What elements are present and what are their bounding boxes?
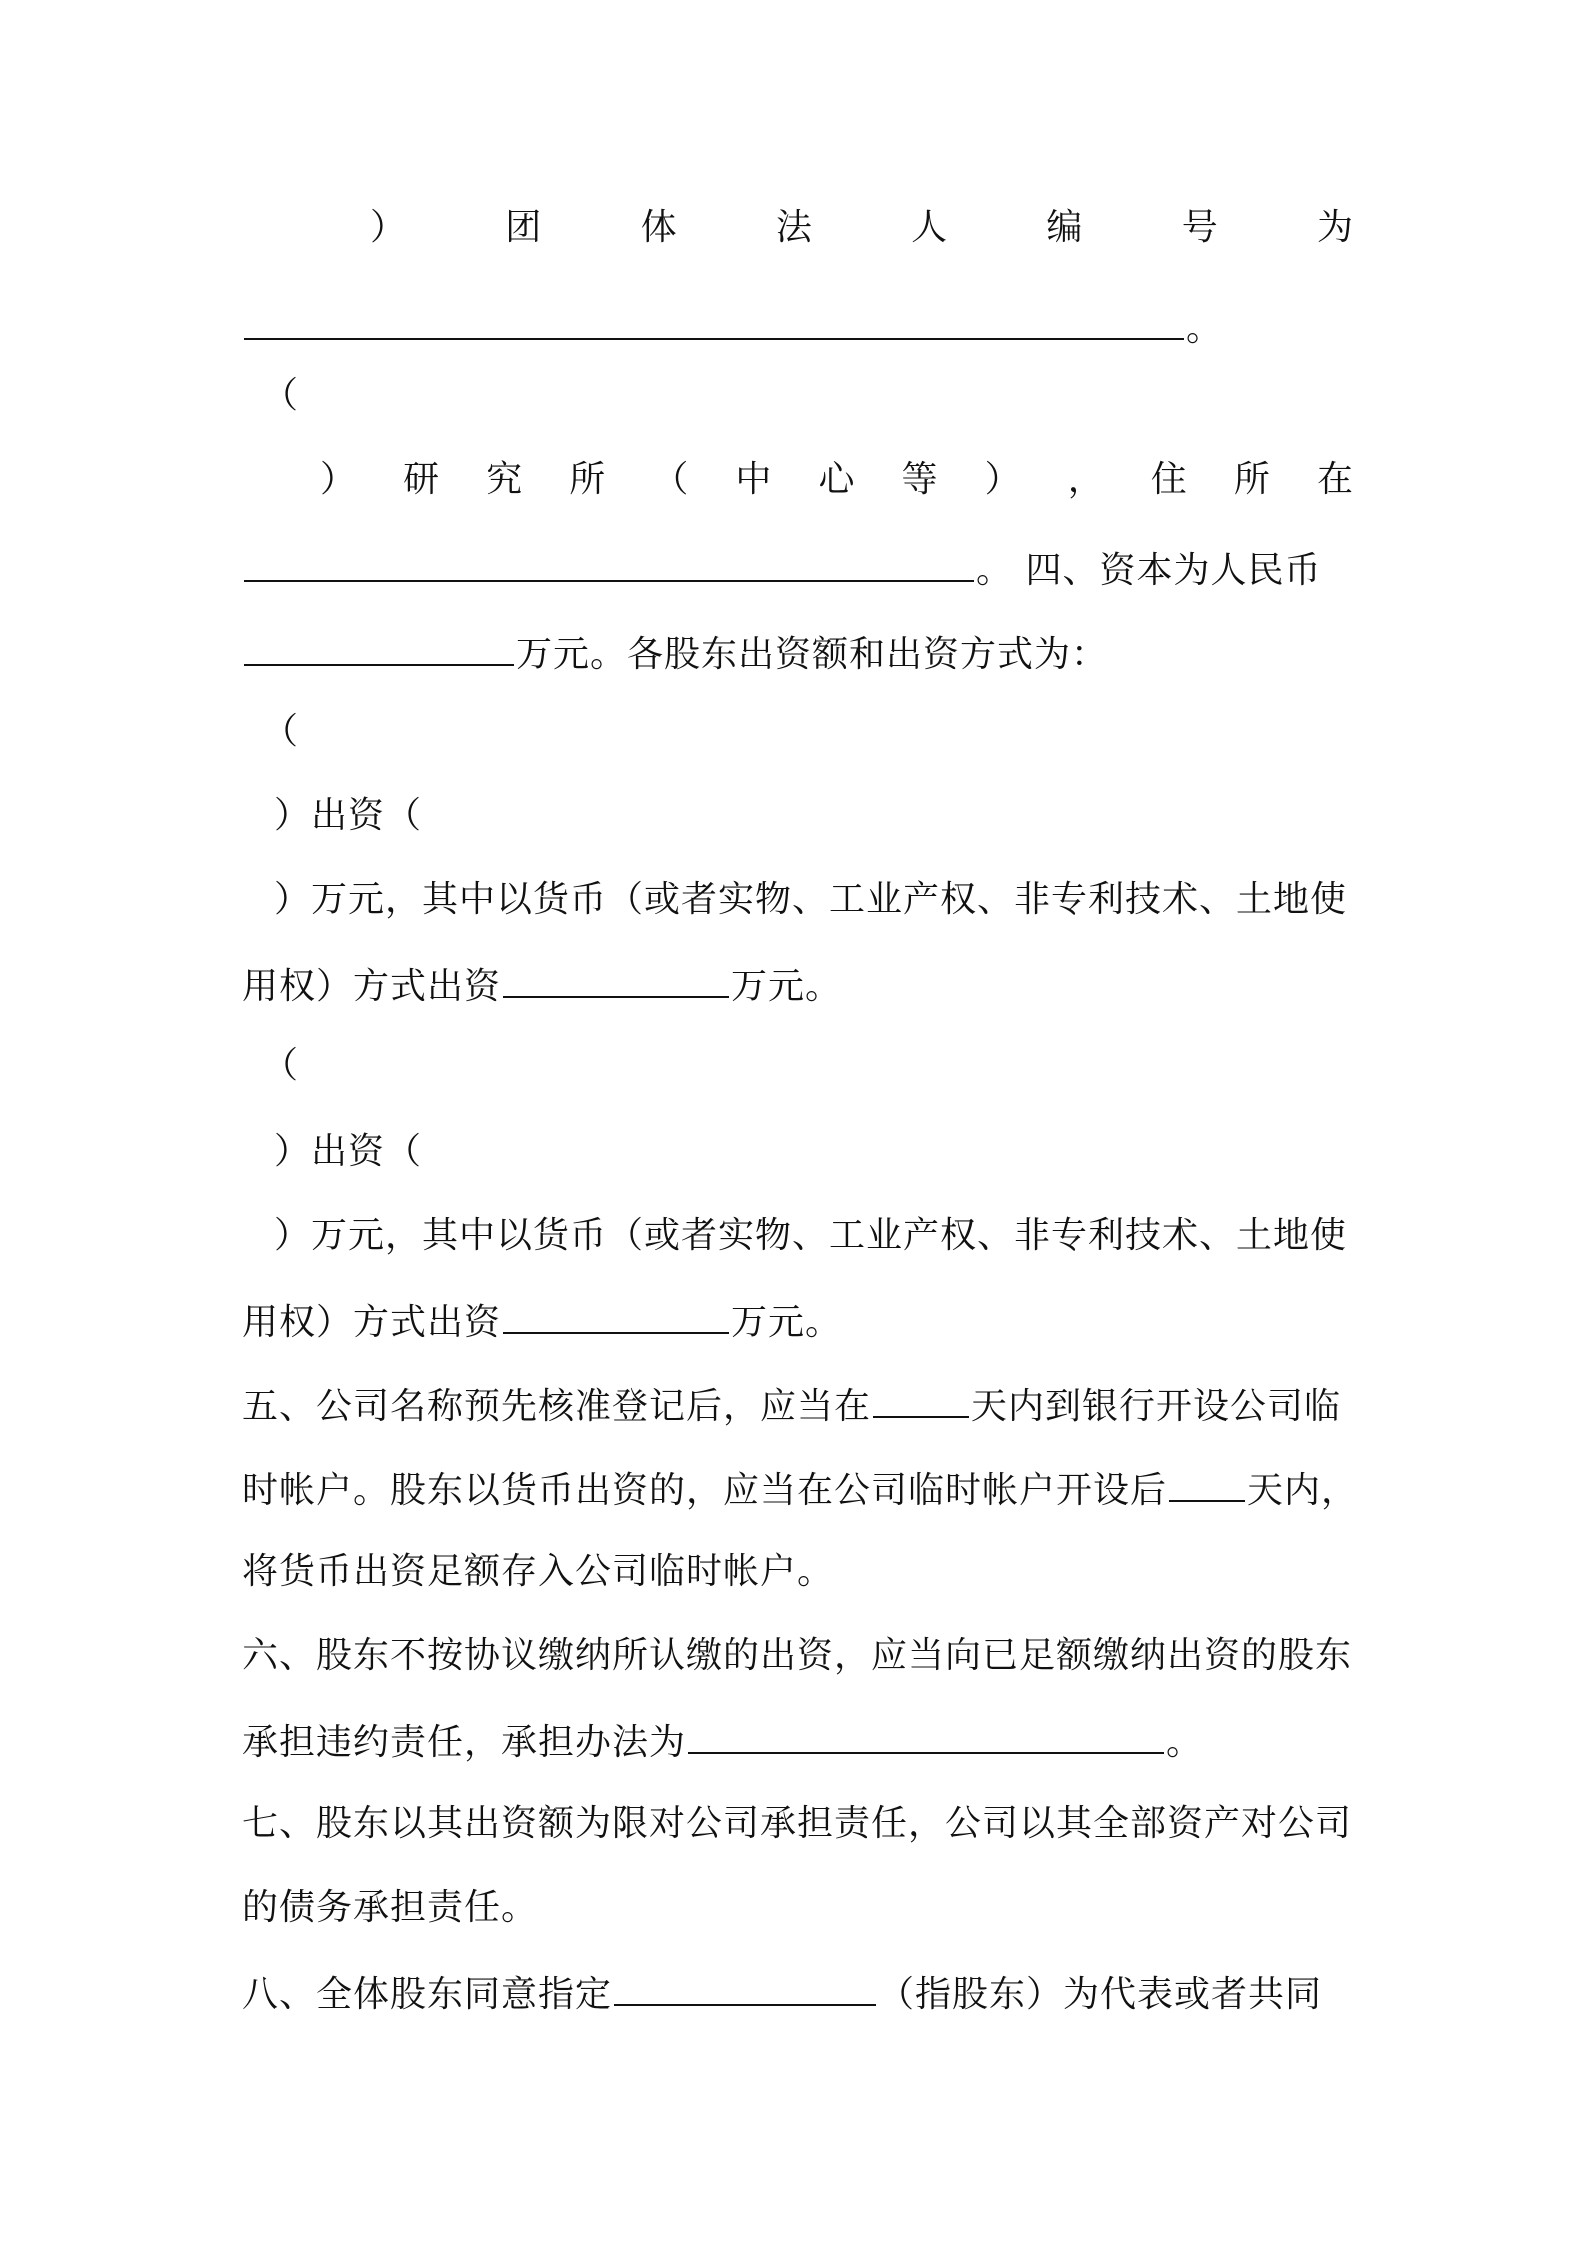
char: 住 [1150, 459, 1188, 500]
fill-blank[interactable] [244, 628, 514, 666]
char: ） [320, 459, 358, 500]
text: ）万元，其中以货币（或者实物、工业产权、非专利技术、土地使 [274, 1215, 1348, 1256]
contrib2-method [242, 1296, 1354, 1347]
line-paren-open [262, 372, 1374, 420]
fill-blank[interactable] [244, 544, 974, 582]
fill-blank[interactable] [873, 1380, 969, 1418]
text: 的债务承担责任。 [242, 1887, 539, 1928]
char: 所 [569, 459, 607, 500]
fill-blank[interactable] [688, 1716, 1164, 1754]
article-6-line1 [242, 1632, 1354, 1680]
text: 万元。各股东出资额和出资方式为： [516, 634, 1109, 675]
line-end: 。 [1186, 308, 1224, 349]
text: 用权）方式出资 [242, 966, 502, 1007]
text: （指股东）为代表或者共同 [878, 1974, 1323, 2015]
text: 六、股东不按协议缴纳所认缴的出资，应当向已足额缴纳出资的股东 [242, 1635, 1353, 1676]
contrib1-method [242, 960, 1354, 1011]
article-7-line2 [242, 1884, 1354, 1932]
fill-blank[interactable] [614, 1968, 876, 2006]
text: 八、全体股东同意指定 [242, 1974, 613, 2015]
line-capital-amount [242, 628, 1354, 679]
text: 承担违约责任，承担办法为 [242, 1722, 687, 1763]
line-number-blank [242, 302, 1354, 353]
article-8-line1 [242, 1968, 1354, 2019]
contrib2-open [262, 1042, 1374, 1090]
text: 时帐户。股东以货币出资的，应当在公司临时帐户开设后 [242, 1470, 1168, 1511]
char: 法 [775, 207, 813, 248]
char: ） [370, 207, 408, 248]
paren-open: （ [262, 375, 300, 416]
text: 万元。 [731, 1302, 843, 1343]
contrib1-open [262, 708, 1374, 756]
text: ）出资（ [274, 1131, 423, 1172]
text: 。 [1166, 1722, 1204, 1763]
text: ）出资（ [274, 795, 423, 836]
char: 中 [735, 459, 773, 500]
char: 号 [1181, 207, 1219, 248]
contrib1-mid [274, 792, 1386, 840]
paren-open: （ [262, 1045, 300, 1086]
line-legal-person-number [370, 204, 1354, 252]
text: ）万元，其中以货币（或者实物、工业产权、非专利技术、土地使 [274, 879, 1348, 920]
text: 将货币出资足额存入公司临时帐户。 [242, 1551, 835, 1592]
char: ） [984, 459, 1022, 500]
char: 编 [1046, 207, 1084, 248]
char: ， [1067, 459, 1105, 500]
char: 等 [901, 459, 939, 500]
fill-blank[interactable] [244, 302, 1184, 340]
char: 团 [505, 207, 543, 248]
line-address-capital [242, 544, 1354, 595]
fill-blank[interactable] [1169, 1464, 1245, 1502]
char: 在 [1316, 459, 1354, 500]
text: 用权）方式出资 [242, 1302, 502, 1343]
char: 人 [911, 207, 949, 248]
text: 。 四、资本为人民币 [976, 550, 1322, 591]
char: 究 [486, 459, 524, 500]
article-7-line1 [242, 1800, 1354, 1848]
text: 七、股东以其出资额为限对公司承担责任，公司以其全部资产对公司 [242, 1803, 1353, 1844]
text: 天内， [1247, 1470, 1359, 1511]
text: 五、公司名称预先核准登记后，应当在 [242, 1386, 872, 1427]
char: 体 [640, 207, 678, 248]
char: 为 [1316, 207, 1354, 248]
line-institute-address [320, 456, 1354, 504]
contrib1-detail [274, 876, 1386, 924]
article-5-line2 [242, 1464, 1359, 1515]
fill-blank[interactable] [503, 1296, 729, 1334]
char: 心 [818, 459, 856, 500]
contrib2-mid [274, 1128, 1386, 1176]
char: （ [652, 459, 690, 500]
article-5-line1 [242, 1380, 1354, 1431]
fill-blank[interactable] [503, 960, 729, 998]
char: 研 [403, 459, 441, 500]
article-6-line2 [242, 1716, 1354, 1767]
text: 天内到银行开设公司临 [971, 1386, 1342, 1427]
text: 万元。 [731, 966, 843, 1007]
article-5-line3 [242, 1548, 1354, 1596]
char: 所 [1233, 459, 1271, 500]
paren-open: （ [262, 711, 300, 752]
contrib2-detail [274, 1212, 1386, 1260]
